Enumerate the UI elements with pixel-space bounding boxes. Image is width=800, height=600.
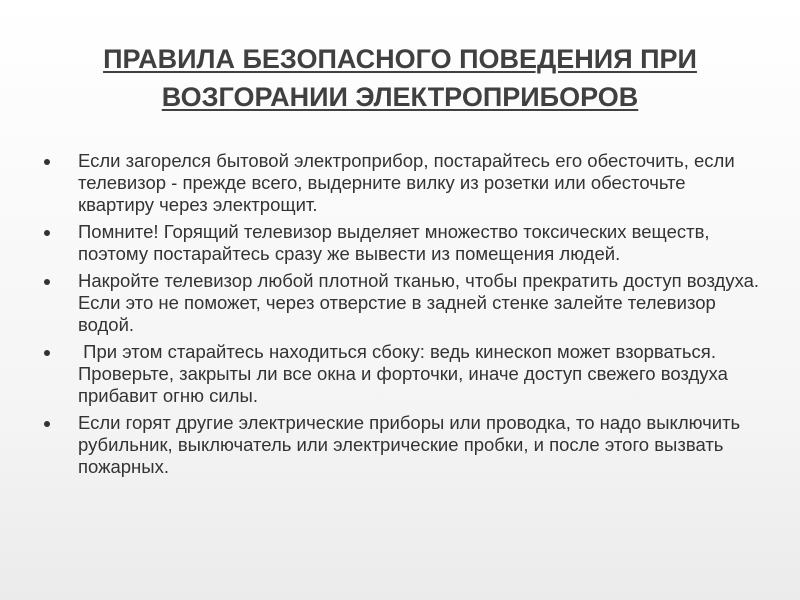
bullet-text: Накройте телевизор любой плотной тканью, чтобы прекратить доступ воздуха. Если это не поможет, через отверстие в задней стенке залейте телевизор водой.: [78, 270, 765, 335]
slide-title: [40, 40, 760, 116]
bullet-item: [40, 341, 765, 407]
bullet-dot-icon: [44, 350, 50, 356]
bullet-dot-icon: [44, 159, 50, 165]
bullet-item: [40, 270, 765, 336]
bullet-text: Если горят другие электрические приборы или проводка, то надо выключить рубильник, выключатель или электрические пробки, и после этого вызвать пожарных.: [78, 412, 746, 477]
bullet-dot-icon: [44, 279, 50, 285]
title-line-1: ПРАВИЛА БЕЗОПАСНОГО ПОВЕДЕНИЯ ПРИ: [103, 44, 697, 74]
title-line-2: ВОЗГОРАНИИ ЭЛЕКТРОПРИБОРОВ: [161, 82, 639, 112]
bullet-list: [40, 150, 765, 483]
bullet-text: При этом старайтесь находиться сбоку: ведь кинескоп может взорваться. Проверьте, закрыты ли все окна и форточки, иначе доступ свежего воздуха прибавит огню силы.: [78, 341, 734, 406]
bullet-dot-icon: [44, 230, 50, 236]
bullet-text: Если загорелся бытовой электроприбор, постарайтесь его обесточить, если телевизор - прежде всего, выдерните вилку из розетки или обесточьте квартиру через электрощит.: [78, 150, 740, 215]
bullet-text: Помните! Горящий телевизор выделяет множество токсических веществ, поэтому постарайтесь сразу же вывести из помещения людей.: [78, 221, 715, 264]
bullet-dot-icon: [44, 421, 50, 427]
bullet-item: [40, 150, 765, 216]
bullet-item: [40, 412, 765, 478]
bullet-item: [40, 221, 765, 265]
